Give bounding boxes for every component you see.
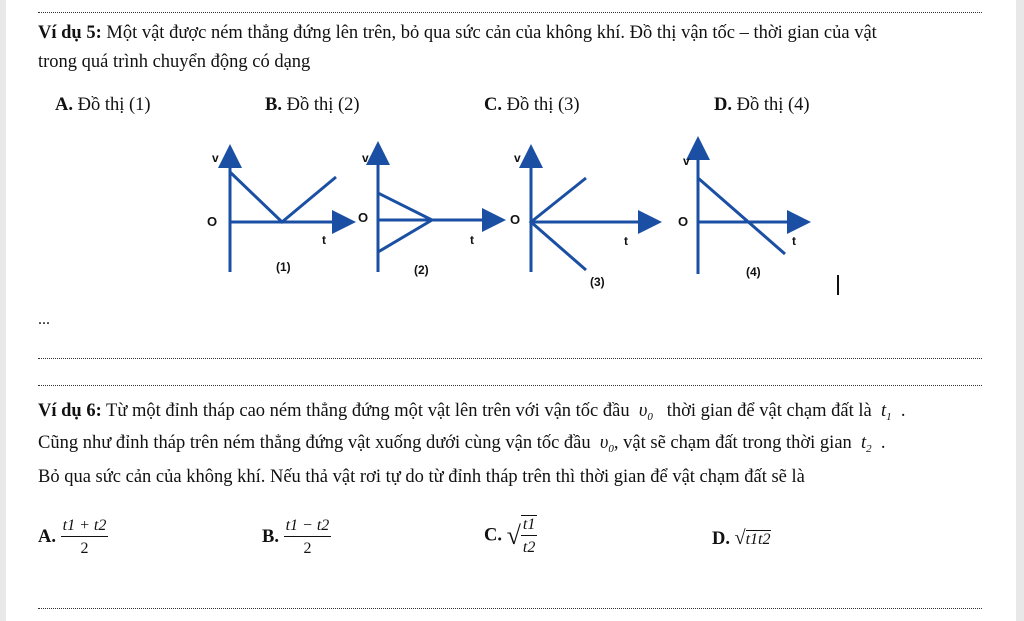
graph-3-number: (3): [590, 275, 605, 289]
graph-2-curve: [378, 193, 432, 252]
q6-text-2: Cũng như đỉnh tháp trên ném thẳng đứng vật xuống dưới cùng vận tốc đầu: [38, 433, 591, 453]
graph-4-curve: [698, 178, 785, 254]
period: .: [880, 433, 886, 453]
fraction: [61, 517, 109, 558]
fraction: [284, 517, 332, 558]
graph-3-curve: [531, 178, 586, 270]
denominator: 2: [303, 540, 312, 557]
option-text: Đồ thị (4): [736, 95, 810, 115]
numerator: t1 + t2: [61, 517, 109, 537]
q6-option-a[interactable]: [38, 517, 108, 558]
graph-2: [378, 147, 500, 272]
dotted-line: [38, 608, 982, 609]
option-letter: D.: [712, 529, 730, 549]
dotted-line: [38, 385, 982, 386]
graph-3-origin: O: [510, 212, 521, 227]
v0-symbol: $\upsilon_0$: [638, 401, 653, 423]
graph-1-origin: O: [207, 214, 218, 229]
graph-4-v-label: v: [683, 154, 690, 168]
graph-3-t-label: t: [624, 234, 628, 248]
option-text: Đồ thị (1): [77, 95, 151, 115]
sqrt-sign: √: [506, 521, 521, 550]
option-letter: A.: [55, 95, 73, 115]
q6-line3: Bỏ qua sức cản của không khí. Nếu thả vật rơi tự do từ đỉnh tháp trên thì thời gian để vật chạm đất sẽ là: [38, 467, 805, 487]
graph-4-origin: O: [678, 214, 689, 229]
graph-2-v-label: v: [362, 151, 369, 165]
option-letter: B.: [265, 95, 282, 115]
graph-1: [230, 150, 350, 272]
q6-text-1-tail: thời gian để vật chạm đất là: [666, 401, 872, 421]
graph-1-t-label: t: [322, 233, 326, 247]
graph-4-t-label: t: [792, 234, 796, 248]
option-letter: D.: [714, 95, 732, 115]
v0-symbol: $\upsilon_0$: [599, 433, 614, 455]
q5-line2: trong quá trình chuyển động có dạng: [38, 52, 311, 72]
graph-1-v-label: v: [212, 151, 219, 165]
option-letter: C.: [484, 525, 502, 546]
graph-2-origin: O: [358, 210, 369, 225]
graph-1-curve: [230, 172, 336, 222]
ellipsis: ...: [38, 311, 50, 328]
graph-1-number: (1): [276, 260, 291, 274]
option-text: Đồ thị (2): [286, 95, 360, 115]
t2-symbol: $t_2$: [861, 433, 872, 455]
q6-line2: [38, 430, 998, 463]
option-text: Đồ thị (3): [506, 95, 580, 115]
text-cursor: [837, 275, 839, 295]
q6-text-1: Từ một đỉnh tháp cao ném thẳng đứng một vật lên trên với vận tốc đầu: [101, 401, 630, 421]
graph-4-number: (4): [746, 265, 761, 279]
q6-text-2-tail: , vật sẽ chạm đất trong thời gian: [613, 433, 852, 453]
graph-3: [531, 150, 656, 272]
option-letter: A.: [38, 526, 56, 547]
numerator: t1 − t2: [284, 517, 332, 537]
dotted-line: [38, 358, 982, 359]
q6-option-d[interactable]: [712, 527, 771, 550]
fraction: [521, 515, 537, 557]
q6-option-b[interactable]: [262, 517, 331, 558]
graph-2-number: (2): [414, 263, 429, 277]
q6-option-c[interactable]: [484, 515, 537, 557]
q5-text-1: Một vật được ném thẳng đứng lên trên, bỏ qua sức cản của không khí. Đồ thị vận tốc – thời gian của vật: [101, 23, 877, 43]
q6-label: Ví dụ 6:: [38, 401, 102, 421]
period: .: [900, 401, 906, 421]
option-letter: B.: [262, 526, 279, 547]
t1-symbol: $t_1$: [880, 401, 892, 423]
denominator: 2: [80, 540, 89, 557]
graph-4: [698, 142, 805, 274]
q5-label: Ví dụ 5:: [38, 23, 102, 43]
sqrt-sign: √: [734, 527, 746, 549]
graph-2-t-label: t: [470, 233, 474, 247]
sqrt-expression: t1t2: [745, 531, 771, 548]
numerator: t1: [521, 516, 537, 536]
q6-line1: [38, 398, 998, 431]
denominator: t2: [522, 539, 536, 556]
option-letter: C.: [484, 95, 502, 115]
graph-3-v-label: v: [514, 151, 521, 165]
